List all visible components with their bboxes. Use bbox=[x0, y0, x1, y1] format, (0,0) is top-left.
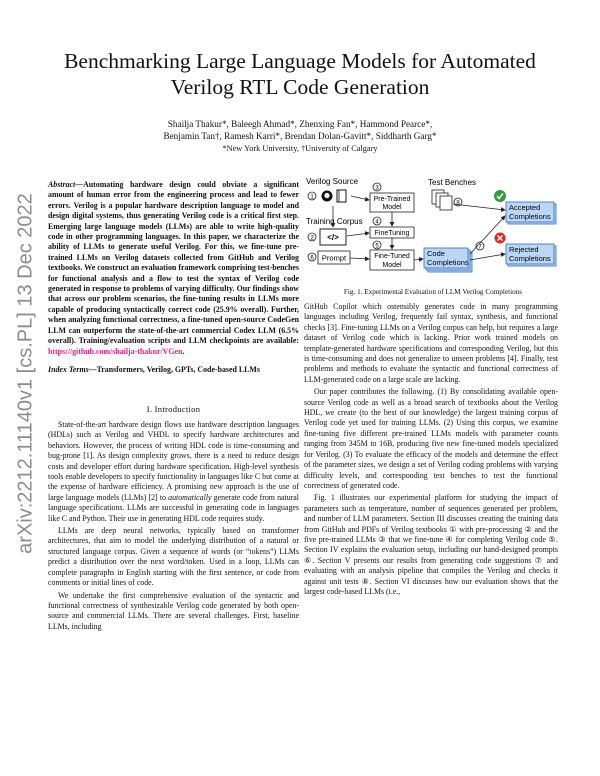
prompt-label: Prompt bbox=[321, 253, 347, 263]
arxiv-stamp bbox=[6, 190, 40, 570]
abstract-end: . bbox=[182, 346, 185, 356]
code-repo-link[interactable]: https://github.com/shailja-thakur/VGen bbox=[48, 346, 183, 356]
introduction-body bbox=[48, 420, 299, 632]
step-3-number: 3 bbox=[375, 185, 379, 192]
intro-paragraph-1: State-of-the-art hardware design flows use hardware description languages (HDLs) such as Verilog and VHDL to specify hardware architectures and behaviors. However, the process of writing HDL code is time-consuming and bug-prone [1]. As design complexity grows, there is a need to reduce design costs and developer effort during hardware specification. High-level synthesis tools enable developers to specify functionality in languages like C but come at the expense of hardware efficiency. A promising new approach is the use of large language models (LLMs) [2] to automatically generate code from natural language specifications. LLMs are successful in generating code in languages like C and Python. Their use in generating HDL code requires study. bbox=[48, 420, 299, 523]
label-training-corpus: Training Corpus bbox=[306, 217, 363, 226]
code-completions-label-2: Completions bbox=[427, 258, 469, 267]
step-1-number: 1 bbox=[310, 194, 314, 201]
section-heading-introduction: I. Introduction bbox=[146, 404, 201, 414]
authors-line-1: Shailja Thakur*, Baleegh Ahmad*, Zhenxing Fan*, Hammond Pearce*, bbox=[167, 119, 433, 129]
index-terms bbox=[48, 365, 299, 375]
right-paragraph-3: Fig. 1 illustrates our experimental platform for studying the impact of parameters such as temperature, number of sequences generated per problem, and number of LLM parameters. Section III discusses creating the training data from GitHub and PDFs of Verilog textbooks ① with pre-processing ② and the five pre-trained LLMs ③ that we fine-tune ④ for completing Verilog code ⑤. Section IV explains the evaluation setup, including our hand-designed prompts ⑥. Section V presents our results from generating code suggestions ⑦ and evaluating with an analysis pipeline that compiles the Verilog and checks it against unit tests ⑧. Section VI discusses how our evaluation shows that the largest code-based LLMs (i.e., bbox=[304, 493, 558, 596]
step-5-number: 5 bbox=[375, 243, 379, 250]
finetuned-model-label-1: Fine-Tuned bbox=[374, 253, 410, 260]
code-completions-label-1: Code bbox=[427, 249, 445, 258]
step-4-number: 4 bbox=[375, 219, 379, 226]
intro-paragraph-3: We undertake the first comprehensive evaluation of the syntactic and functional correctness of synthesizable Verilog code generated by both open-source and commercial LLMs. There are several challenges. First, baseline LLMs, including bbox=[48, 590, 299, 631]
accepted-label-2: Completions bbox=[509, 212, 551, 221]
paper-title: Benchmarking Large Language Models for Automated Verilog RTL Code Generation bbox=[64, 49, 536, 99]
accepted-label-1: Accepted bbox=[509, 203, 541, 212]
step-6-number: 6 bbox=[310, 255, 314, 262]
arxiv-stamp-text: arXiv:2212.11140v1 [cs.PL] 13 Dec 2022 bbox=[14, 193, 37, 554]
right-column-body bbox=[304, 302, 558, 597]
code-glyph: </> bbox=[327, 233, 339, 242]
book-icon bbox=[337, 190, 346, 202]
rejected-label-1: Rejected bbox=[509, 245, 539, 254]
index-terms-text: —Transformers, Verilog, GPTs, Code-based LLMs bbox=[88, 365, 260, 374]
label-verilog-source: Verilog Source bbox=[306, 177, 359, 186]
pretrained-model-label-2: Model bbox=[382, 204, 402, 211]
abstract bbox=[48, 180, 299, 357]
figure-1-diagram bbox=[304, 174, 562, 286]
finetuning-label: FineTuning bbox=[374, 230, 410, 237]
step-2-number: 2 bbox=[310, 235, 314, 242]
authors-line-2: Benjamin Tan†, Ramesh Karri*, Brendan Dolan-Gavitt*, Siddharth Garg* bbox=[163, 131, 437, 141]
index-terms-label: Index Terms bbox=[48, 365, 89, 374]
step-7-number: 7 bbox=[478, 244, 482, 251]
authors bbox=[60, 118, 540, 142]
abstract-label: Abstract bbox=[48, 180, 76, 189]
figure-1-caption: Fig. 1. Experimental Evaluation of LLM Verilog Completions bbox=[343, 288, 523, 296]
check-icon bbox=[494, 190, 506, 202]
rejected-label-2: Completions bbox=[509, 254, 551, 263]
arrow-source-to-pretrained bbox=[351, 196, 369, 200]
intro-paragraph-2: LLMs are deep neural networks, typically based on transformer architectures, that aim to model the underlying distribution of a natural or structured language corpus. Given a sequence of words (or “tokens”) LLMs predict a distribution over the next word/token. Used in a loop, LLMs can complete paragraphs in English starting with the first sentence, or code from comments or initial lines of code. bbox=[48, 526, 299, 588]
label-test-benches: Test Benches bbox=[428, 178, 477, 187]
right-paragraph-2: Our paper contributes the following. (1) By consolidating available open-source Verilog code as well as a broad search of textbooks about the Verilog HDL, we create (to the best of our knowledge) the largest training corpus of Verilog code yet used for training LLMs. (2) Using this corpus, we examine fine-tuning five different pre-trained LLMs models with parameter counts ranging from 345M to 16B, producing five new fine-tuned models specialized for Verilog. (3) To evaluate the efficacy of the models and determine the effect of the parameter sizes, we design a set of Verilog coding problems with varying difficulty levels, and corresponding test benches to test the functional correctness of generated code. bbox=[304, 387, 558, 490]
finetuned-model-label-2: Model bbox=[382, 262, 402, 269]
right-paragraph-1: GitHub Copilot which ostensibly generates code in many programming languages including Verilog, frequently fail syntax, synthesis, and functional checks [3]. Fine-tuning LLMs on a Verilog corpus can help, but requires a large dataset of Verilog code which is lacking. Prior work trained models on template-generated hardware specifications and corresponding Verilog, but this is time-consuming and does not generalize to unseen problems [4]. Finally, test problems and methods to evaluate the syntactic and functional correctness of LLM-generated code on a large scale are lacking. bbox=[304, 302, 558, 384]
step-8-number: 8 bbox=[456, 200, 460, 207]
abstract-text: —Automating hardware design could obviate a significant amount of human error from the engineering process and lead to fewer errors. Verilog is a popular hardware description language to model and design digital systems, thus generating Verilog code is a critical first step. Emerging large language models (LLMs) are able to write high-quality code in other programming languages. In this paper, we characterize the ability of LLMs to generate useful Verilog. For this, we fine-tune pre-trained LLMs on Verilog datasets collected from GitHub and Verilog textbooks. We construct an evaluation framework comprising test-benches for functional analysis and a flow to test the syntax of Verilog code generated in response to problems of varying difficulty. Our findings show that across our problem scenarios, the fine-tuning results in LLMs more capable of producing syntactically correct code (25.9% overall). Further, when analyzing functional correctness, a fine-tuned open-source CodeGen LLM can outperform the state-of-the-art commercial Codex LLM (6.5% overall). Training/evaluation scripts and LLM checkpoints are available: bbox=[48, 180, 299, 346]
pretrained-model-label-1: Pre-Trained bbox=[373, 196, 411, 203]
affiliation: *New York University, †University of Calgary bbox=[222, 144, 378, 153]
